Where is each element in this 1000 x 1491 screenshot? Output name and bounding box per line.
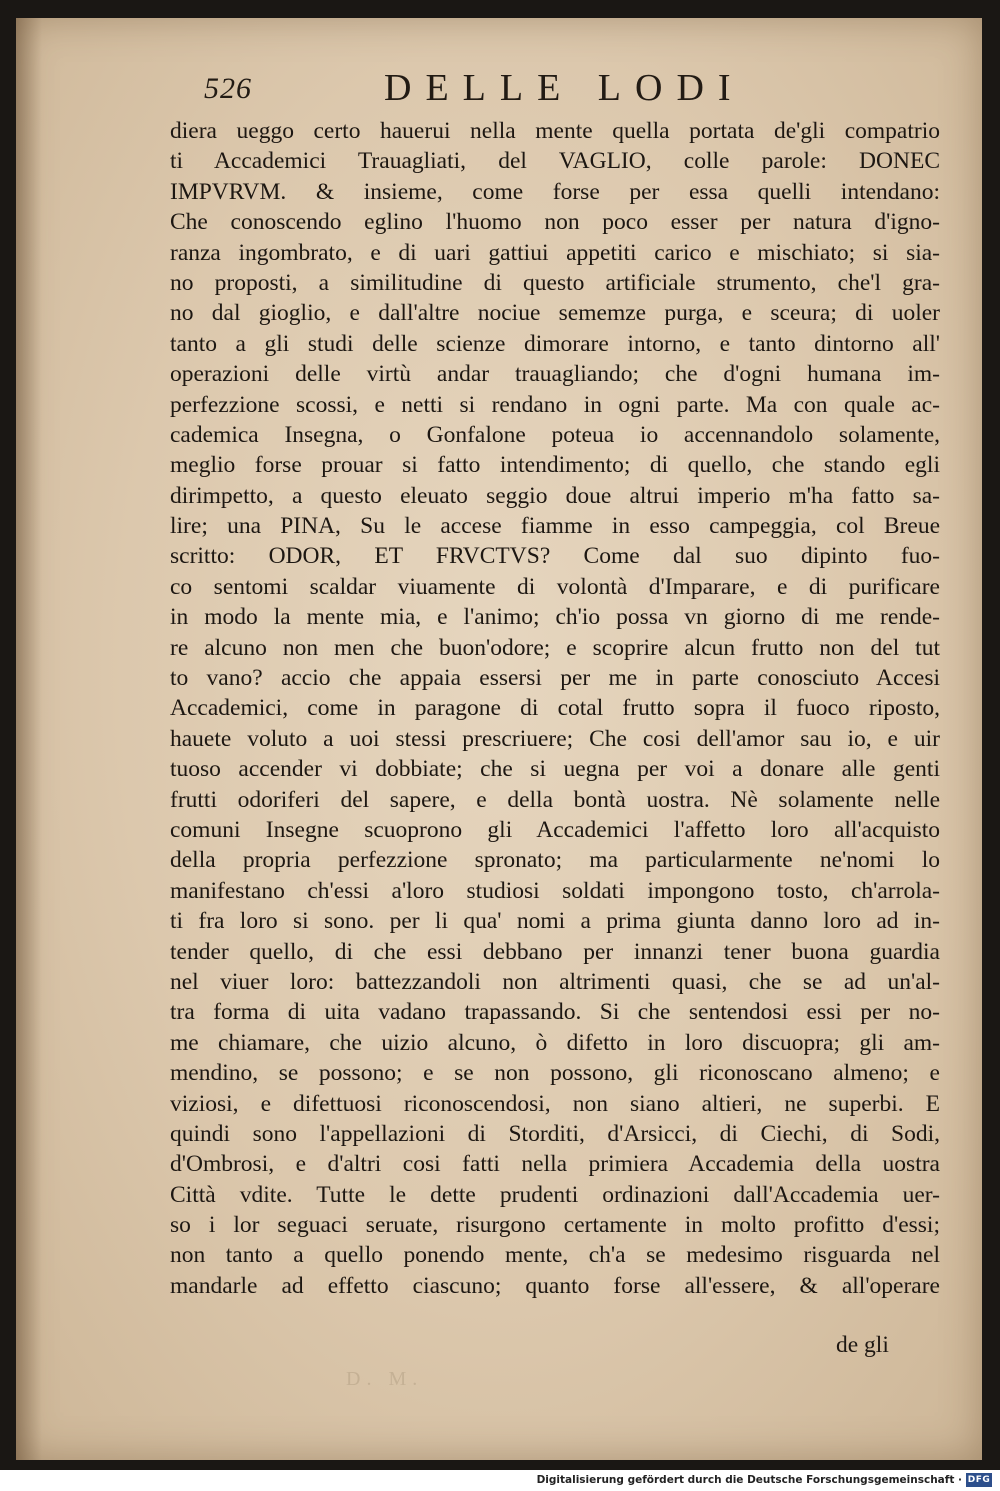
text-line: manifestano ch'essi a'loro studiosi soldati impongono tosto, ch'arrola- (170, 877, 940, 904)
book-page (16, 18, 982, 1460)
text-line: ti fra loro si sono. per li qua' nomi a prima giunta danno loro ad in- (170, 908, 940, 935)
text-line: della propria perfezzione spronato; ma particularmente ne'nomi lo (170, 847, 940, 874)
funding-credit: Digitalisierung gefördert durch die Deutsche Forschungsgemeinschaft · (536, 1474, 962, 1486)
text-line: lire; una PINA, Su le accese fiamme in esso campeggia, col Breue (170, 513, 940, 540)
text-line: cademica Insegna, o Gonfalone poteua io accennandolo solamente, (170, 421, 940, 448)
text-line: co sentomi scaldar viuamente di volontà d'Imparare, e di purificare (170, 573, 940, 600)
show-through-text: D. M. (346, 1368, 424, 1390)
catchword: de gli (836, 1332, 889, 1358)
text-line: viziosi, e difettuosi riconoscendosi, non siano altieri, ne superbi. E (170, 1090, 940, 1117)
text-line: so i lor seguaci seruate, risurgono certamente in molto profitto d'essi; (170, 1212, 940, 1239)
text-line: diera ueggo certo hauerui nella mente quella portata de'gli compatrio (170, 118, 940, 144)
text-line: Che conoscendo eglino l'huomo non poco esser per natura d'igno- (170, 209, 940, 236)
text-line: to vano? accio che appaia essersi per me in parte conosciuto Accesi (170, 665, 940, 692)
body-text (170, 116, 940, 1301)
text-line: Città vdite. Tutte le dette prudenti ordinazioni dall'Accademia uer- (170, 1181, 940, 1208)
text-line: mendino, se possono; e se non possono, gli riconoscano almeno; e (170, 1060, 940, 1087)
text-line: hauete voluto a uoi stessi prescriuere; Che cosi dell'amor sau io, e uir (170, 725, 940, 752)
text-line: ranza ingombrato, e di uari gattiui appetiti carico e mischiato; si sia- (170, 239, 940, 266)
text-line: no dal gioglio, e dall'altre nociue sememze purga, e sceura; di uoler (170, 300, 940, 327)
text-line: scritto: ODOR, ET FRVCTVS? Come dal suo dipinto fuo- (170, 543, 940, 570)
text-line: Accademici, come in paragone di cotal frutto sopra il fuoco riposto, (170, 695, 940, 722)
text-line: perfezzione scossi, e netti si rendano in ogni parte. Ma con quale ac- (170, 391, 940, 418)
text-line: operazioni delle virtù andar trauagliando; che d'ogni humana im- (170, 361, 940, 388)
digitization-footer (0, 1470, 1000, 1491)
text-line: no proposti, a similitudine di questo artificiale strumento, che'l gra- (170, 269, 940, 296)
text-line: dirimpetto, a questo eleuato seggio doue altrui imperio m'ha fatto sa- (170, 482, 940, 509)
page-number: 526 (204, 72, 252, 105)
running-head (204, 66, 764, 114)
dfg-logo: DFG (967, 1475, 991, 1485)
text-line: ti Accademici Trauagliati, del VAGLIO, colle parole: DONEC (170, 148, 940, 175)
running-head-title: DELLE LODI (384, 67, 745, 109)
text-line: nel viuer loro: battezzandoli non altrimenti quasi, che se ad un'al- (170, 968, 940, 995)
text-line: comuni Insegne scuoprono gli Accademici l'affetto loro all'acquisto (170, 816, 940, 843)
text-line: IMPVRVM. & insieme, come forse per essa quelli intendano: (170, 178, 940, 205)
text-line: non tanto a quello ponendo mente, ch'a se medesimo risguarda nel (170, 1242, 940, 1269)
text-line: tanto a gli studi delle scienze dimorare intorno, e tanto dintorno all' (170, 330, 940, 357)
text-line: in modo la mente mia, e l'animo; ch'io possa vn giorno di me rende- (170, 604, 940, 631)
text-line: mandarle ad effetto ciascuno; quanto forse all'essere, & all'operare (170, 1272, 940, 1299)
text-line: d'Ombrosi, e d'altri cosi fatti nella primiera Accademia della uostra (170, 1151, 940, 1178)
text-line: quindi sono l'appellazioni di Storditi, d'Arsicci, di Ciechi, di Sodi, (170, 1120, 940, 1147)
text-line: tender quello, di che essi debbano per innanzi tener buona guardia (170, 938, 940, 965)
text-line: re alcuno non men che buon'odore; e scoprire alcun frutto non del tut (170, 634, 940, 661)
text-line: me chiamare, che uizio alcuno, ò difetto in loro discuopra; gli am- (170, 1029, 940, 1056)
text-line: tuoso accender vi dobbiate; che si uegna per voi a donare alle genti (170, 756, 940, 783)
text-line: frutti odoriferi del sapere, e della bontà uostra. Nè solamente nelle (170, 786, 940, 813)
text-line: tra forma di uita vadano trapassando. Si che sentendosi essi per no- (170, 999, 940, 1026)
text-line: meglio forse prouar si fatto intendimento; di quello, che stando egli (170, 452, 940, 479)
